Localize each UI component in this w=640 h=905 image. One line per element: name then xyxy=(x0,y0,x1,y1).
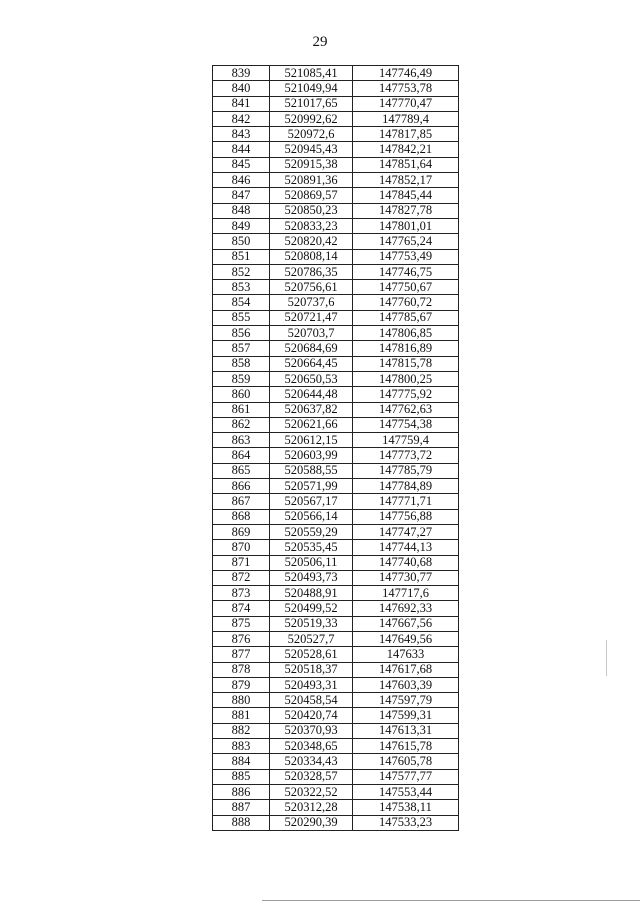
y-coordinate-cell: 147753,49 xyxy=(353,249,459,264)
x-coordinate-cell: 521085,41 xyxy=(270,66,353,81)
x-coordinate-cell: 520869,57 xyxy=(270,188,353,203)
point-number-cell: 858 xyxy=(213,356,270,371)
x-coordinate-cell: 520588,55 xyxy=(270,463,353,478)
x-coordinate-cell: 521017,65 xyxy=(270,96,353,111)
y-coordinate-cell: 147760,72 xyxy=(353,295,459,310)
scan-margin-mark xyxy=(606,640,607,676)
point-number-cell: 880 xyxy=(213,693,270,708)
table-row xyxy=(213,708,459,723)
table-row xyxy=(213,402,459,417)
point-number-cell: 859 xyxy=(213,371,270,386)
table-row xyxy=(213,234,459,249)
x-coordinate-cell: 520493,73 xyxy=(270,570,353,585)
y-coordinate-cell: 147842,21 xyxy=(353,142,459,157)
table-row xyxy=(213,188,459,203)
table-row xyxy=(213,463,459,478)
x-coordinate-cell: 520535,45 xyxy=(270,540,353,555)
x-coordinate-cell: 520786,35 xyxy=(270,264,353,279)
point-number-cell: 875 xyxy=(213,616,270,631)
point-number-cell: 862 xyxy=(213,417,270,432)
x-coordinate-cell: 520664,45 xyxy=(270,356,353,371)
point-number-cell: 851 xyxy=(213,249,270,264)
point-number-cell: 854 xyxy=(213,295,270,310)
y-coordinate-cell: 147599,31 xyxy=(353,708,459,723)
y-coordinate-cell: 147851,64 xyxy=(353,157,459,172)
point-number-cell: 846 xyxy=(213,173,270,188)
table-row xyxy=(213,479,459,494)
point-number-cell: 882 xyxy=(213,723,270,738)
point-number-cell: 843 xyxy=(213,127,270,142)
x-coordinate-cell: 520566,14 xyxy=(270,509,353,524)
x-coordinate-cell: 520756,61 xyxy=(270,280,353,295)
table-row xyxy=(213,310,459,325)
x-coordinate-cell: 520499,52 xyxy=(270,601,353,616)
y-coordinate-cell: 147759,4 xyxy=(353,433,459,448)
point-number-cell: 881 xyxy=(213,708,270,723)
y-coordinate-cell: 147633 xyxy=(353,647,459,662)
y-coordinate-cell: 147538,11 xyxy=(353,800,459,815)
point-number-cell: 840 xyxy=(213,81,270,96)
x-coordinate-cell: 520684,69 xyxy=(270,341,353,356)
y-coordinate-cell: 147762,63 xyxy=(353,402,459,417)
table-row xyxy=(213,601,459,616)
y-coordinate-cell: 147613,31 xyxy=(353,723,459,738)
y-coordinate-cell: 147801,01 xyxy=(353,218,459,233)
x-coordinate-cell: 520603,99 xyxy=(270,448,353,463)
table-row xyxy=(213,127,459,142)
x-coordinate-cell: 520945,43 xyxy=(270,142,353,157)
x-coordinate-cell: 520290,39 xyxy=(270,815,353,830)
point-number-cell: 885 xyxy=(213,769,270,784)
table-row xyxy=(213,586,459,601)
point-number-cell: 839 xyxy=(213,66,270,81)
table-row xyxy=(213,96,459,111)
y-coordinate-cell: 147784,89 xyxy=(353,479,459,494)
table-row xyxy=(213,249,459,264)
y-coordinate-cell: 147789,4 xyxy=(353,111,459,126)
point-number-cell: 887 xyxy=(213,800,270,815)
table-row xyxy=(213,524,459,539)
point-number-cell: 886 xyxy=(213,784,270,799)
point-number-cell: 868 xyxy=(213,509,270,524)
y-coordinate-cell: 147753,78 xyxy=(353,81,459,96)
x-coordinate-cell: 520637,82 xyxy=(270,402,353,417)
y-coordinate-cell: 147577,77 xyxy=(353,769,459,784)
table-row xyxy=(213,540,459,555)
point-number-cell: 856 xyxy=(213,326,270,341)
y-coordinate-cell: 147747,27 xyxy=(353,524,459,539)
x-coordinate-cell: 520972,6 xyxy=(270,127,353,142)
y-coordinate-cell: 147770,47 xyxy=(353,96,459,111)
table-row xyxy=(213,157,459,172)
y-coordinate-cell: 147816,89 xyxy=(353,341,459,356)
x-coordinate-cell: 520650,53 xyxy=(270,371,353,386)
table-row xyxy=(213,280,459,295)
x-coordinate-cell: 520506,11 xyxy=(270,555,353,570)
x-coordinate-cell: 520559,29 xyxy=(270,524,353,539)
point-number-cell: 876 xyxy=(213,631,270,646)
point-number-cell: 863 xyxy=(213,433,270,448)
table-row xyxy=(213,769,459,784)
point-number-cell: 861 xyxy=(213,402,270,417)
x-coordinate-cell: 520737,6 xyxy=(270,295,353,310)
table-row xyxy=(213,647,459,662)
point-number-cell: 842 xyxy=(213,111,270,126)
table-row xyxy=(213,494,459,509)
table-row xyxy=(213,173,459,188)
table-row xyxy=(213,433,459,448)
table-row xyxy=(213,723,459,738)
y-coordinate-cell: 147617,68 xyxy=(353,662,459,677)
point-number-cell: 883 xyxy=(213,739,270,754)
y-coordinate-cell: 147597,79 xyxy=(353,693,459,708)
x-coordinate-cell: 520621,66 xyxy=(270,417,353,432)
y-coordinate-cell: 147603,39 xyxy=(353,677,459,692)
y-coordinate-cell: 147692,33 xyxy=(353,601,459,616)
x-coordinate-cell: 520820,42 xyxy=(270,234,353,249)
y-coordinate-cell: 147750,67 xyxy=(353,280,459,295)
y-coordinate-cell: 147649,56 xyxy=(353,631,459,646)
point-number-cell: 878 xyxy=(213,662,270,677)
table-row xyxy=(213,509,459,524)
y-coordinate-cell: 147717,6 xyxy=(353,586,459,601)
x-coordinate-cell: 520519,33 xyxy=(270,616,353,631)
table-row xyxy=(213,693,459,708)
y-coordinate-cell: 147533,23 xyxy=(353,815,459,830)
x-coordinate-cell: 520488,91 xyxy=(270,586,353,601)
table-row xyxy=(213,66,459,81)
x-coordinate-cell: 520527,7 xyxy=(270,631,353,646)
point-number-cell: 871 xyxy=(213,555,270,570)
x-coordinate-cell: 520891,36 xyxy=(270,173,353,188)
table-row xyxy=(213,111,459,126)
table-row xyxy=(213,203,459,218)
x-coordinate-cell: 520612,15 xyxy=(270,433,353,448)
x-coordinate-cell: 520571,99 xyxy=(270,479,353,494)
x-coordinate-cell: 520850,23 xyxy=(270,203,353,218)
table-row xyxy=(213,371,459,386)
point-number-cell: 860 xyxy=(213,387,270,402)
table-row xyxy=(213,662,459,677)
y-coordinate-cell: 147775,92 xyxy=(353,387,459,402)
table-row xyxy=(213,739,459,754)
y-coordinate-cell: 147827,78 xyxy=(353,203,459,218)
table-row xyxy=(213,784,459,799)
x-coordinate-cell: 520348,65 xyxy=(270,739,353,754)
x-coordinate-cell: 520370,93 xyxy=(270,723,353,738)
point-number-cell: 857 xyxy=(213,341,270,356)
y-coordinate-cell: 147817,85 xyxy=(353,127,459,142)
y-coordinate-cell: 147765,24 xyxy=(353,234,459,249)
table-row xyxy=(213,326,459,341)
x-coordinate-cell: 520518,37 xyxy=(270,662,353,677)
y-coordinate-cell: 147615,78 xyxy=(353,739,459,754)
point-number-cell: 869 xyxy=(213,524,270,539)
table-row xyxy=(213,815,459,830)
x-coordinate-cell: 520420,74 xyxy=(270,708,353,723)
table-row xyxy=(213,218,459,233)
table-row xyxy=(213,341,459,356)
y-coordinate-cell: 147740,68 xyxy=(353,555,459,570)
x-coordinate-cell: 520493,31 xyxy=(270,677,353,692)
point-number-cell: 852 xyxy=(213,264,270,279)
table-row xyxy=(213,81,459,96)
table-row xyxy=(213,142,459,157)
y-coordinate-cell: 147754,38 xyxy=(353,417,459,432)
x-coordinate-cell: 520328,57 xyxy=(270,769,353,784)
x-coordinate-cell: 520567,17 xyxy=(270,494,353,509)
point-number-cell: 841 xyxy=(213,96,270,111)
y-coordinate-cell: 147815,78 xyxy=(353,356,459,371)
table-row xyxy=(213,677,459,692)
point-number-cell: 850 xyxy=(213,234,270,249)
point-number-cell: 845 xyxy=(213,157,270,172)
point-number-cell: 865 xyxy=(213,463,270,478)
x-coordinate-cell: 520915,38 xyxy=(270,157,353,172)
table-row xyxy=(213,800,459,815)
table-row xyxy=(213,417,459,432)
point-number-cell: 870 xyxy=(213,540,270,555)
y-coordinate-cell: 147744,13 xyxy=(353,540,459,555)
point-number-cell: 855 xyxy=(213,310,270,325)
x-coordinate-cell: 520528,61 xyxy=(270,647,353,662)
point-number-cell: 848 xyxy=(213,203,270,218)
point-number-cell: 847 xyxy=(213,188,270,203)
x-coordinate-cell: 520322,52 xyxy=(270,784,353,799)
point-number-cell: 877 xyxy=(213,647,270,662)
y-coordinate-cell: 147746,75 xyxy=(353,264,459,279)
point-number-cell: 864 xyxy=(213,448,270,463)
table-row xyxy=(213,295,459,310)
table-row xyxy=(213,448,459,463)
y-coordinate-cell: 147852,17 xyxy=(353,173,459,188)
x-coordinate-cell: 520334,43 xyxy=(270,754,353,769)
point-number-cell: 873 xyxy=(213,586,270,601)
point-number-cell: 872 xyxy=(213,570,270,585)
point-number-cell: 844 xyxy=(213,142,270,157)
y-coordinate-cell: 147806,85 xyxy=(353,326,459,341)
point-number-cell: 853 xyxy=(213,280,270,295)
x-coordinate-cell: 521049,94 xyxy=(270,81,353,96)
point-number-cell: 879 xyxy=(213,677,270,692)
table-row xyxy=(213,555,459,570)
y-coordinate-cell: 147785,67 xyxy=(353,310,459,325)
x-coordinate-cell: 520992,62 xyxy=(270,111,353,126)
x-coordinate-cell: 520312,28 xyxy=(270,800,353,815)
point-number-cell: 874 xyxy=(213,601,270,616)
y-coordinate-cell: 147785,79 xyxy=(353,463,459,478)
table-row xyxy=(213,616,459,631)
y-coordinate-cell: 147553,44 xyxy=(353,784,459,799)
coordinates-table-body xyxy=(213,66,459,831)
x-coordinate-cell: 520808,14 xyxy=(270,249,353,264)
coordinates-table xyxy=(212,65,459,831)
table-row xyxy=(213,570,459,585)
x-coordinate-cell: 520458,54 xyxy=(270,693,353,708)
x-coordinate-cell: 520703,7 xyxy=(270,326,353,341)
y-coordinate-cell: 147773,72 xyxy=(353,448,459,463)
y-coordinate-cell: 147800,25 xyxy=(353,371,459,386)
point-number-cell: 888 xyxy=(213,815,270,830)
table-row xyxy=(213,754,459,769)
table-row xyxy=(213,264,459,279)
y-coordinate-cell: 147845,44 xyxy=(353,188,459,203)
y-coordinate-cell: 147746,49 xyxy=(353,66,459,81)
point-number-cell: 867 xyxy=(213,494,270,509)
y-coordinate-cell: 147730,77 xyxy=(353,570,459,585)
x-coordinate-cell: 520833,23 xyxy=(270,218,353,233)
x-coordinate-cell: 520721,47 xyxy=(270,310,353,325)
table-row xyxy=(213,356,459,371)
page-bottom-edge-line xyxy=(262,900,640,901)
point-number-cell: 884 xyxy=(213,754,270,769)
y-coordinate-cell: 147667,56 xyxy=(353,616,459,631)
page-number: 29 xyxy=(312,34,328,50)
table-row xyxy=(213,631,459,646)
table-row xyxy=(213,387,459,402)
y-coordinate-cell: 147605,78 xyxy=(353,754,459,769)
point-number-cell: 849 xyxy=(213,218,270,233)
point-number-cell: 866 xyxy=(213,479,270,494)
x-coordinate-cell: 520644,48 xyxy=(270,387,353,402)
y-coordinate-cell: 147771,71 xyxy=(353,494,459,509)
y-coordinate-cell: 147756,88 xyxy=(353,509,459,524)
